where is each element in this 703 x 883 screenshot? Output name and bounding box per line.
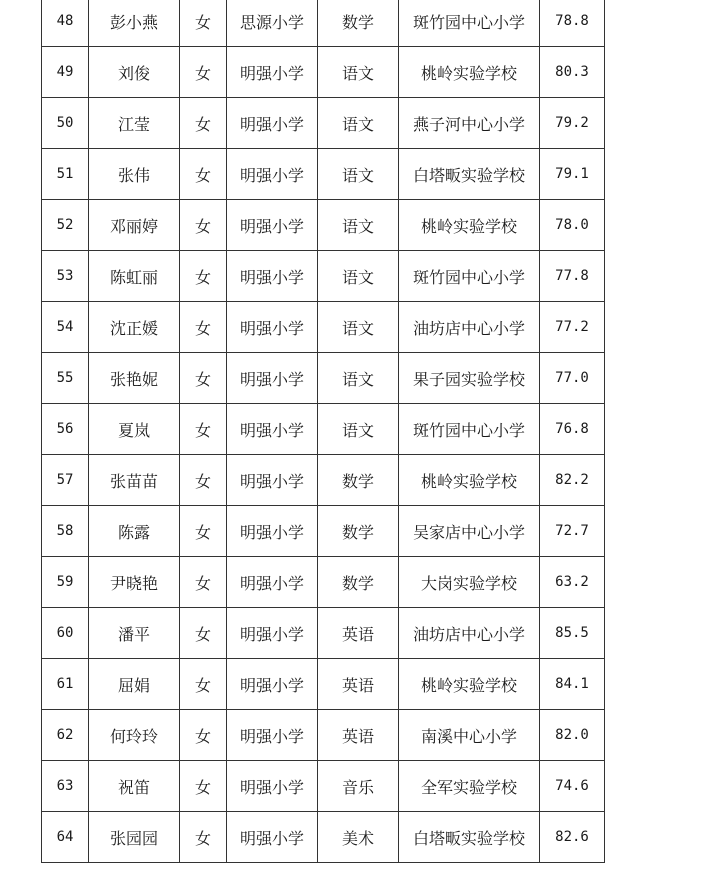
assigned-school-cell: 燕子河中心小学 <box>399 98 540 149</box>
gender-cell: 女 <box>180 302 227 353</box>
gender-cell: 女 <box>180 812 227 863</box>
subject-cell: 英语 <box>318 710 399 761</box>
origin-school-cell: 明强小学 <box>227 812 318 863</box>
table-row <box>42 353 605 404</box>
gender-cell: 女 <box>180 608 227 659</box>
score-cell: 84.1 <box>540 659 605 710</box>
row-number-cell: 64 <box>42 812 89 863</box>
origin-school-cell: 明强小学 <box>227 761 318 812</box>
row-number-cell: 62 <box>42 710 89 761</box>
subject-cell: 数学 <box>318 0 399 47</box>
subject-cell: 语文 <box>318 302 399 353</box>
row-number-cell: 60 <box>42 608 89 659</box>
subject-cell: 语文 <box>318 47 399 98</box>
assigned-school-cell: 全军实验学校 <box>399 761 540 812</box>
assigned-school-cell: 油坊店中心小学 <box>399 608 540 659</box>
origin-school-cell: 明强小学 <box>227 608 318 659</box>
gender-cell: 女 <box>180 200 227 251</box>
gender-cell: 女 <box>180 353 227 404</box>
gender-cell: 女 <box>180 47 227 98</box>
subject-cell: 语文 <box>318 98 399 149</box>
score-cell: 82.0 <box>540 710 605 761</box>
gender-cell: 女 <box>180 557 227 608</box>
score-cell: 72.7 <box>540 506 605 557</box>
assigned-school-cell: 果子园实验学校 <box>399 353 540 404</box>
table-body <box>42 0 605 863</box>
assigned-school-cell: 桃岭实验学校 <box>399 47 540 98</box>
subject-cell: 音乐 <box>318 761 399 812</box>
row-number-cell: 61 <box>42 659 89 710</box>
score-cell: 82.6 <box>540 812 605 863</box>
row-number-cell: 63 <box>42 761 89 812</box>
table-row <box>42 0 605 47</box>
row-number-cell: 53 <box>42 251 89 302</box>
origin-school-cell: 明强小学 <box>227 506 318 557</box>
name-cell: 彭小燕 <box>89 0 180 47</box>
table-row <box>42 812 605 863</box>
assigned-school-cell: 白塔畈实验学校 <box>399 812 540 863</box>
table-row <box>42 710 605 761</box>
gender-cell: 女 <box>180 710 227 761</box>
origin-school-cell: 明强小学 <box>227 149 318 200</box>
table-row <box>42 200 605 251</box>
origin-school-cell: 明强小学 <box>227 557 318 608</box>
subject-cell: 语文 <box>318 149 399 200</box>
origin-school-cell: 明强小学 <box>227 47 318 98</box>
origin-school-cell: 明强小学 <box>227 710 318 761</box>
table-row <box>42 659 605 710</box>
row-number-cell: 55 <box>42 353 89 404</box>
gender-cell: 女 <box>180 0 227 47</box>
origin-school-cell: 明强小学 <box>227 353 318 404</box>
assigned-school-cell: 白塔畈实验学校 <box>399 149 540 200</box>
subject-cell: 数学 <box>318 557 399 608</box>
row-number-cell: 56 <box>42 404 89 455</box>
row-number-cell: 59 <box>42 557 89 608</box>
name-cell: 尹晓艳 <box>89 557 180 608</box>
name-cell: 张伟 <box>89 149 180 200</box>
origin-school-cell: 明强小学 <box>227 404 318 455</box>
assigned-school-cell: 桃岭实验学校 <box>399 659 540 710</box>
score-cell: 77.8 <box>540 251 605 302</box>
name-cell: 何玲玲 <box>89 710 180 761</box>
origin-school-cell: 明强小学 <box>227 659 318 710</box>
table-row <box>42 404 605 455</box>
score-cell: 79.2 <box>540 98 605 149</box>
table-row <box>42 302 605 353</box>
gender-cell: 女 <box>180 404 227 455</box>
assigned-school-cell: 吴家店中心小学 <box>399 506 540 557</box>
name-cell: 陈虹丽 <box>89 251 180 302</box>
name-cell: 刘俊 <box>89 47 180 98</box>
name-cell: 张园园 <box>89 812 180 863</box>
table-row <box>42 608 605 659</box>
score-cell: 76.8 <box>540 404 605 455</box>
table-row <box>42 557 605 608</box>
assigned-school-cell: 斑竹园中心小学 <box>399 251 540 302</box>
score-cell: 78.8 <box>540 0 605 47</box>
subject-cell: 语文 <box>318 200 399 251</box>
score-cell: 77.2 <box>540 302 605 353</box>
name-cell: 沈正媛 <box>89 302 180 353</box>
name-cell: 邓丽婷 <box>89 200 180 251</box>
gender-cell: 女 <box>180 98 227 149</box>
name-cell: 江莹 <box>89 98 180 149</box>
row-number-cell: 49 <box>42 47 89 98</box>
subject-cell: 数学 <box>318 506 399 557</box>
row-number-cell: 58 <box>42 506 89 557</box>
name-cell: 屈娟 <box>89 659 180 710</box>
subject-cell: 美术 <box>318 812 399 863</box>
name-cell: 夏岚 <box>89 404 180 455</box>
name-cell: 潘平 <box>89 608 180 659</box>
subject-cell: 数学 <box>318 455 399 506</box>
teacher-roster-table <box>41 0 605 863</box>
name-cell: 张苗苗 <box>89 455 180 506</box>
gender-cell: 女 <box>180 251 227 302</box>
subject-cell: 英语 <box>318 608 399 659</box>
score-cell: 74.6 <box>540 761 605 812</box>
subject-cell: 语文 <box>318 251 399 302</box>
score-cell: 79.1 <box>540 149 605 200</box>
score-cell: 78.0 <box>540 200 605 251</box>
assigned-school-cell: 斑竹园中心小学 <box>399 0 540 47</box>
gender-cell: 女 <box>180 506 227 557</box>
gender-cell: 女 <box>180 455 227 506</box>
assigned-school-cell: 油坊店中心小学 <box>399 302 540 353</box>
subject-cell: 语文 <box>318 353 399 404</box>
origin-school-cell: 明强小学 <box>227 302 318 353</box>
score-cell: 82.2 <box>540 455 605 506</box>
origin-school-cell: 明强小学 <box>227 200 318 251</box>
table-row <box>42 251 605 302</box>
row-number-cell: 50 <box>42 98 89 149</box>
score-cell: 80.3 <box>540 47 605 98</box>
name-cell: 张艳妮 <box>89 353 180 404</box>
score-cell: 63.2 <box>540 557 605 608</box>
origin-school-cell: 明强小学 <box>227 455 318 506</box>
gender-cell: 女 <box>180 761 227 812</box>
name-cell: 陈露 <box>89 506 180 557</box>
assigned-school-cell: 桃岭实验学校 <box>399 455 540 506</box>
gender-cell: 女 <box>180 659 227 710</box>
assigned-school-cell: 大岗实验学校 <box>399 557 540 608</box>
table-row <box>42 149 605 200</box>
table-row <box>42 506 605 557</box>
row-number-cell: 57 <box>42 455 89 506</box>
score-cell: 85.5 <box>540 608 605 659</box>
name-cell: 祝笛 <box>89 761 180 812</box>
row-number-cell: 51 <box>42 149 89 200</box>
origin-school-cell: 明强小学 <box>227 98 318 149</box>
assigned-school-cell: 桃岭实验学校 <box>399 200 540 251</box>
roster-table-container <box>41 0 605 863</box>
row-number-cell: 52 <box>42 200 89 251</box>
table-row <box>42 47 605 98</box>
gender-cell: 女 <box>180 149 227 200</box>
assigned-school-cell: 斑竹园中心小学 <box>399 404 540 455</box>
score-cell: 77.0 <box>540 353 605 404</box>
origin-school-cell: 明强小学 <box>227 251 318 302</box>
subject-cell: 英语 <box>318 659 399 710</box>
row-number-cell: 54 <box>42 302 89 353</box>
assigned-school-cell: 南溪中心小学 <box>399 710 540 761</box>
row-number-cell: 48 <box>42 0 89 47</box>
table-row <box>42 98 605 149</box>
origin-school-cell: 思源小学 <box>227 0 318 47</box>
table-row <box>42 455 605 506</box>
subject-cell: 语文 <box>318 404 399 455</box>
table-row <box>42 761 605 812</box>
